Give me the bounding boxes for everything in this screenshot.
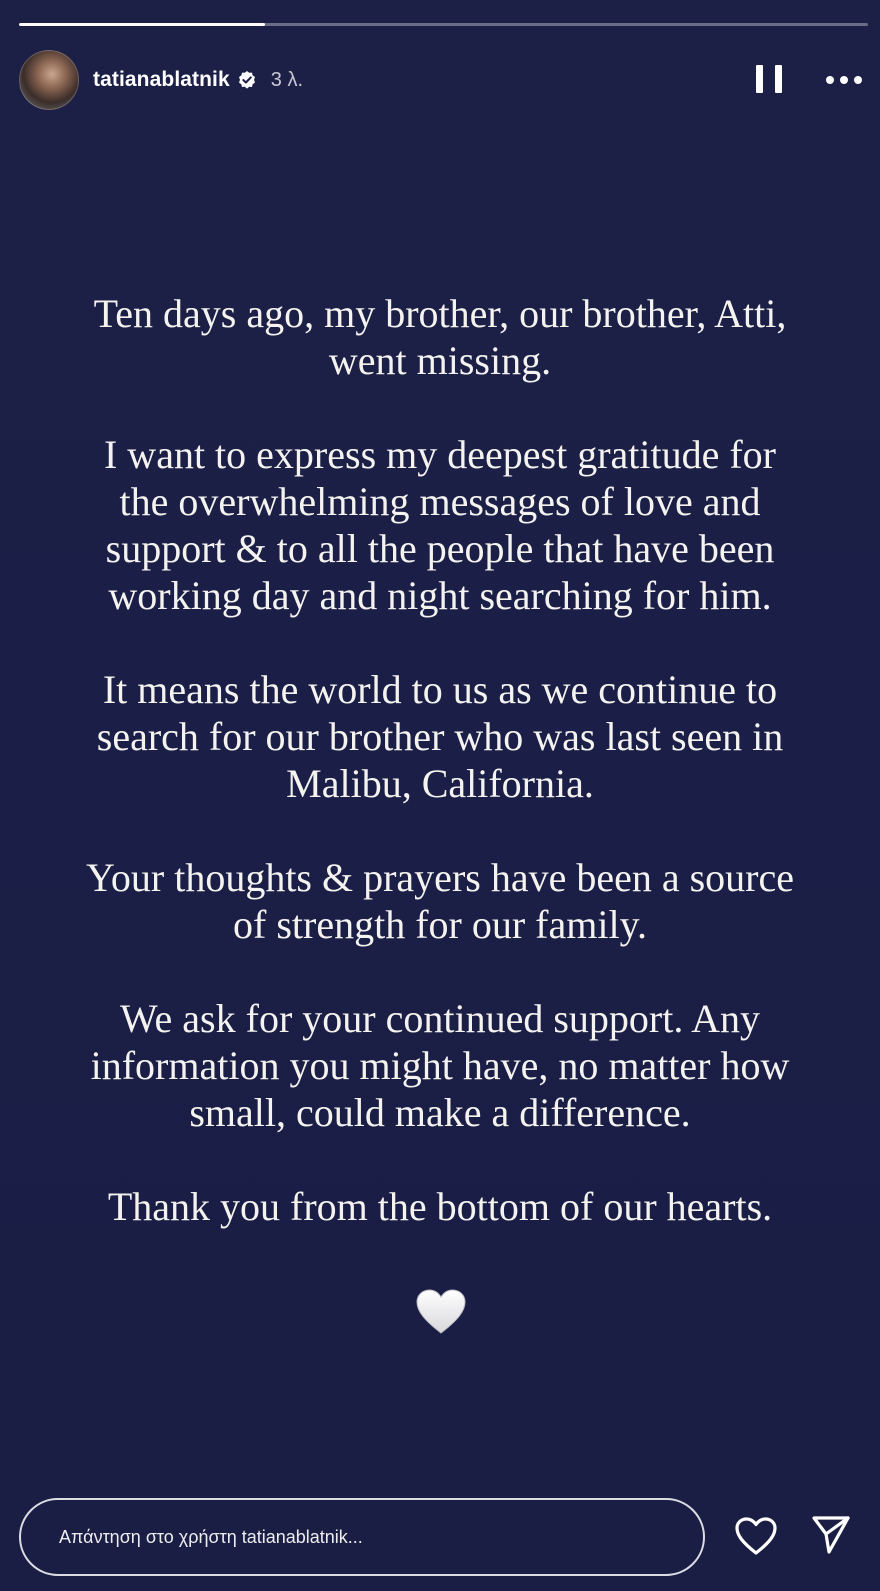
story-paragraph [40, 1183, 840, 1230]
story-line: Thank you from the bottom of our hearts. [107, 1184, 773, 1229]
more-options-icon [840, 76, 848, 84]
story-paragraph [40, 995, 840, 1136]
reply-input[interactable] [19, 1498, 705, 1576]
story-paragraph [40, 431, 840, 619]
story-text [40, 290, 840, 1277]
reply-placeholder: Απάντηση στο χρήστη tatianablatnik... [59, 1526, 363, 1547]
pause-icon [775, 65, 782, 93]
story-line: We ask for your continued support. Any [120, 996, 760, 1041]
story-line: Ten days ago, my brother, our brother, Atti, [93, 291, 787, 336]
story-header [19, 50, 864, 110]
more-options-icon [854, 76, 862, 84]
story-paragraph [40, 666, 840, 807]
post-time: 3 λ. [270, 68, 304, 91]
story-line: I want to express my deepest gratitude for [103, 432, 776, 477]
story-line: support & to all the people that have been [105, 526, 775, 571]
avatar[interactable] [19, 50, 79, 110]
story-line: Malibu, California. [286, 761, 594, 806]
more-options-icon [826, 76, 834, 84]
story-line: Your thoughts & prayers have been a source [86, 855, 794, 900]
story-line: of strength for our family. [233, 902, 647, 947]
more-options-button[interactable] [826, 76, 862, 84]
username[interactable]: tatianablatnik [93, 68, 230, 91]
story-progress-bar [19, 23, 868, 26]
header-controls [756, 65, 864, 95]
story-line: the overwhelming messages of love and [119, 479, 761, 524]
story-line: It means the world to us as we continue to [102, 667, 778, 712]
heart-outline-icon[interactable] [734, 1516, 778, 1556]
send-icon[interactable] [810, 1514, 852, 1556]
story-line: information you might have, no matter how [90, 1043, 790, 1088]
story-line: small, could make a difference. [189, 1090, 691, 1135]
story-line: went missing. [328, 338, 552, 383]
story-progress-fill [19, 23, 265, 26]
verified-badge-icon [237, 70, 257, 90]
pause-button[interactable] [756, 65, 782, 95]
story-line: working day and night searching for him. [108, 573, 772, 618]
story-paragraph [40, 854, 840, 948]
white-heart-emoji [416, 1289, 466, 1335]
pause-icon [756, 65, 763, 93]
story-line: search for our brother who was last seen in [96, 714, 784, 759]
story-paragraph [40, 290, 840, 384]
